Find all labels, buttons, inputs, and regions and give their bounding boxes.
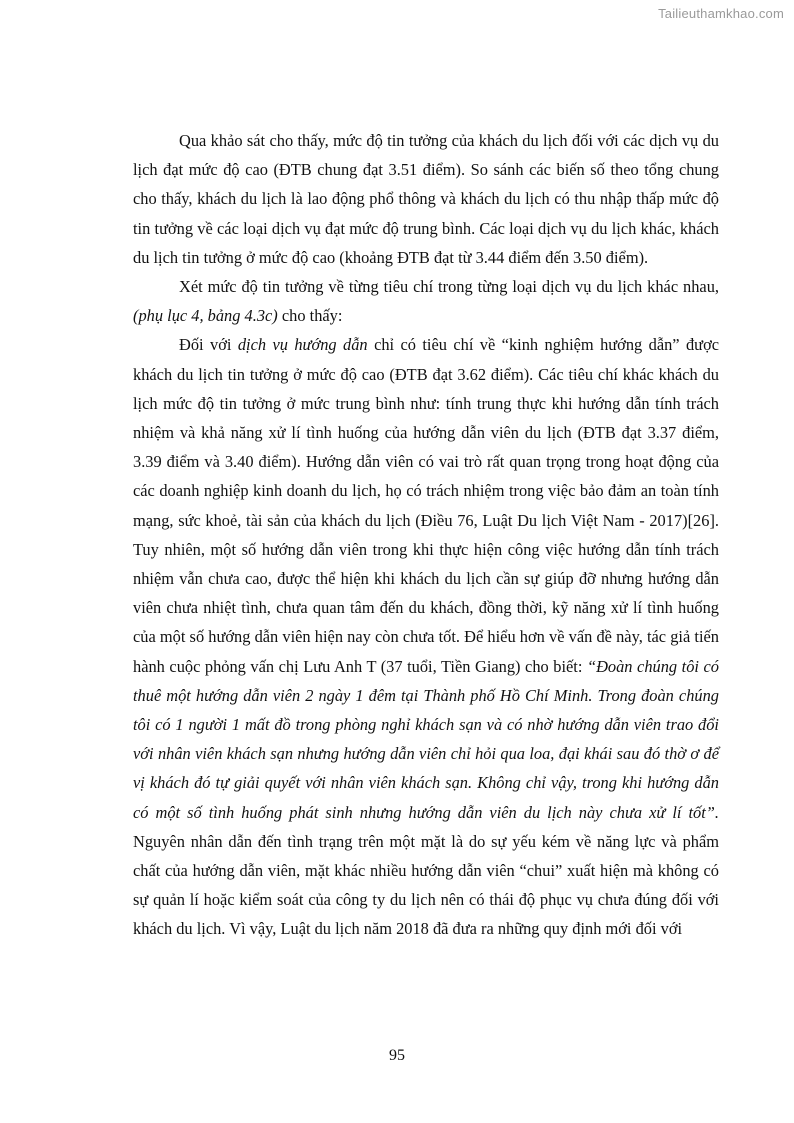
guide-service-term: dịch vụ hướng dẫn: [237, 335, 368, 355]
interview-quote: “Đoàn chúng tôi có thuê một hướng dẫn viên 2 ngày 1 đêm tại Thành phố Hồ Chí Minh. Trong đoàn chúng tôi có 1 người 1 mất đồ trong phòng nghỉ khách sạn và có nhờ hướng dẫn viên trao đổi với nhân viên khách sạn nhưng hướng dẫn viên chỉ hỏi qua loa, đại khái sau đó thờ ơ để vị khách đó tự giải quyết với nhân viên khách sạn. Không chỉ vậy, trong khi hướng dẫn có một số tình huống phát sinh nhưng hướng dẫn viên du lịch này chưa xử lí tốt”.: [133, 656, 719, 822]
guide-body-text: chỉ có tiêu chí về “kinh nghiệm hướng dẫn” được khách du lịch tin tưởng ở mức độ cao (ĐTB đạt 3.62 điểm). Các tiêu chí khác khách du lịch mức độ tin tưởng ở mức trung bình như: tính trung thực khi hướng dẫn tính trách nhiệm và khả năng xử lí tình huống của hướng dẫn viên du lịch (ĐTB đạt 3.37 điểm, 3.39 điểm và 3.40 điểm). Hướng dẫn viên có vai trò rất quan trọng trong hoạt động của các doanh nghiệp kinh doanh du lịch, họ có trách nhiệm trong việc bảo đảm an toàn tính mạng, sức khoẻ, tài sản của khách du lịch (Điều 76, Luật Du lịch Việt Nam - 2017)[26]. Tuy nhiên, một số hướng dẫn viên trong khi thực hiện công việc hướng dẫn tính trách nhiệm vẫn chưa cao, được thể hiện khi khách du lịch cần sự giúp đỡ nhưng hướng dẫn viên chưa nhiệt tình, chưa quan tâm đến du khách, đồng thời, kỹ năng xử lí tình huống của một số hướng dẫn viên hiện nay còn chưa tốt. Để hiểu hơn về vấn đề này, tác giả tiến hành cuộc phỏng vấn chị Lưu Anh T (37 tuổi, Tiền Giang) cho biết:: [133, 335, 720, 676]
paragraph-guide-service: [133, 330, 719, 943]
guide-intro-text: Đối với: [179, 335, 232, 355]
criteria-intro-text: Xét mức độ tin tưởng về từng tiêu chí trong từng loại dịch vụ du lịch khác nhau,: [179, 277, 719, 297]
page-number: 95: [389, 1047, 405, 1064]
watermark-text: Tailieuthamkhao.com: [658, 6, 784, 21]
paragraph-survey-summary: Qua khảo sát cho thấy, mức độ tin tưởng của khách du lịch đối với các dịch vụ du lịch đạt mức độ cao (ĐTB chung đạt 3.51 điểm). So sánh các biến số theo tổng chung cho thấy, khách du lịch là lao động phổ thông và khách du lịch có thu nhập thấp mức độ tin tưởng về các loại dịch vụ đạt mức độ trung bình. Các loại dịch vụ du lịch khác, khách du lịch tin tưởng ở mức độ cao (khoảng ĐTB đạt từ 3.44 điểm đến 3.50 điểm).: [133, 131, 719, 267]
appendix-reference: (phụ lục 4, bảng 4.3c): [133, 306, 278, 326]
guide-conclusion-text: Nguyên nhân dẫn đến tình trạng trên một mặt là do sự yếu kém về năng lực và phẩm chất của hướng dẫn viên, mặt khác nhiều hướng dẫn viên “chui” xuất hiện mà không có sự quản lí hoặc kiểm soát của công ty du lịch nên có thái độ phục vụ chưa đúng đối với khách du lịch. Vì vậy, Luật du lịch năm 2018 đã đưa ra những quy định mới đối với: [133, 831, 719, 939]
document-body: [133, 126, 719, 944]
criteria-intro-tail: cho thấy:: [281, 306, 343, 326]
paragraph-criteria-intro: [133, 272, 719, 330]
